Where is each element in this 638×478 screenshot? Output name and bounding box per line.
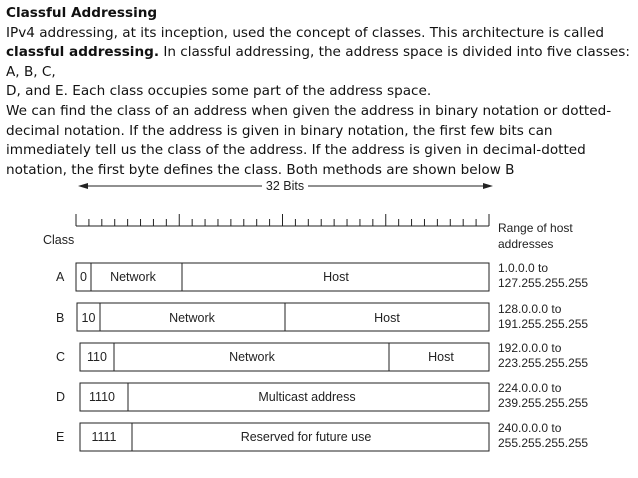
bits-label: 32 Bits	[265, 179, 305, 193]
bits-arrow	[78, 179, 493, 193]
class-letter: B	[56, 311, 65, 325]
class-b-row	[56, 302, 588, 331]
class-letter: D	[56, 390, 66, 404]
range-end: 255.255.255.255	[498, 436, 589, 450]
class-column-header: Class	[43, 233, 75, 247]
network-field-label: Network	[110, 270, 156, 284]
host-field-label: Host	[323, 270, 349, 284]
class-c-row	[56, 341, 588, 371]
class-a-row	[56, 261, 588, 291]
range-end: 127.255.255.255	[498, 276, 589, 290]
range-end: 191.255.255.255	[498, 317, 589, 331]
range-start: 240.0.0.0 to	[498, 421, 562, 435]
intro-line-2: In classful addressing, the address space is divided into five classes: A, B, C,	[6, 44, 630, 80]
class-letter: C	[56, 350, 66, 364]
intro-line-3: D, and E. Each class occupies some part of the address space.	[6, 83, 432, 100]
range-start: 192.0.0.0 to	[498, 341, 562, 355]
prefix-bits: 10	[81, 311, 96, 325]
address-box	[77, 303, 489, 331]
range-end: 239.255.255.255	[498, 396, 589, 410]
range-header-line-2: addresses	[498, 237, 554, 251]
prefix-bits: 110	[87, 350, 107, 364]
network-field-label: Network	[169, 311, 215, 325]
host-field-label: Host	[374, 311, 400, 325]
range-start: 224.0.0.0 to	[498, 381, 562, 395]
prefix-bits: 0	[80, 270, 87, 284]
class-letter: A	[56, 270, 65, 284]
multicast-field-label: Multicast address	[258, 390, 356, 404]
reserved-field-label: Reserved for future use	[240, 430, 372, 444]
bit-ruler	[76, 214, 489, 226]
class-d-row	[56, 381, 588, 411]
range-header-line-1: Range of host	[498, 221, 573, 235]
host-field-label: Host	[428, 350, 454, 364]
range-end: 223.255.255.255	[498, 356, 589, 370]
prefix-bits: 1110	[89, 390, 115, 404]
range-start: 128.0.0.0 to	[498, 302, 562, 316]
class-letter: E	[56, 430, 65, 444]
range-start: 1.0.0.0 to	[498, 261, 549, 275]
class-e-row	[56, 421, 588, 451]
prefix-bits: 1111	[91, 430, 117, 444]
section-title: Classful Addressing	[6, 5, 158, 21]
classful-addressing-term: classful addressing.	[6, 44, 160, 61]
intro-line-1: IPv4 addressing, at its inception, used the concept of classes. This architecture is called	[6, 24, 604, 41]
network-field-label: Network	[229, 350, 275, 364]
explanation-paragraph: We can find the class of an address when given the address in binary notation or dotted-decimal notation. If the address is given in binary notation, the first few bits can immediately tell us the class of the address. If the address is given in decimal-dotted notation, the first byte defines the class. Both methods are shown below B	[6, 102, 612, 178]
